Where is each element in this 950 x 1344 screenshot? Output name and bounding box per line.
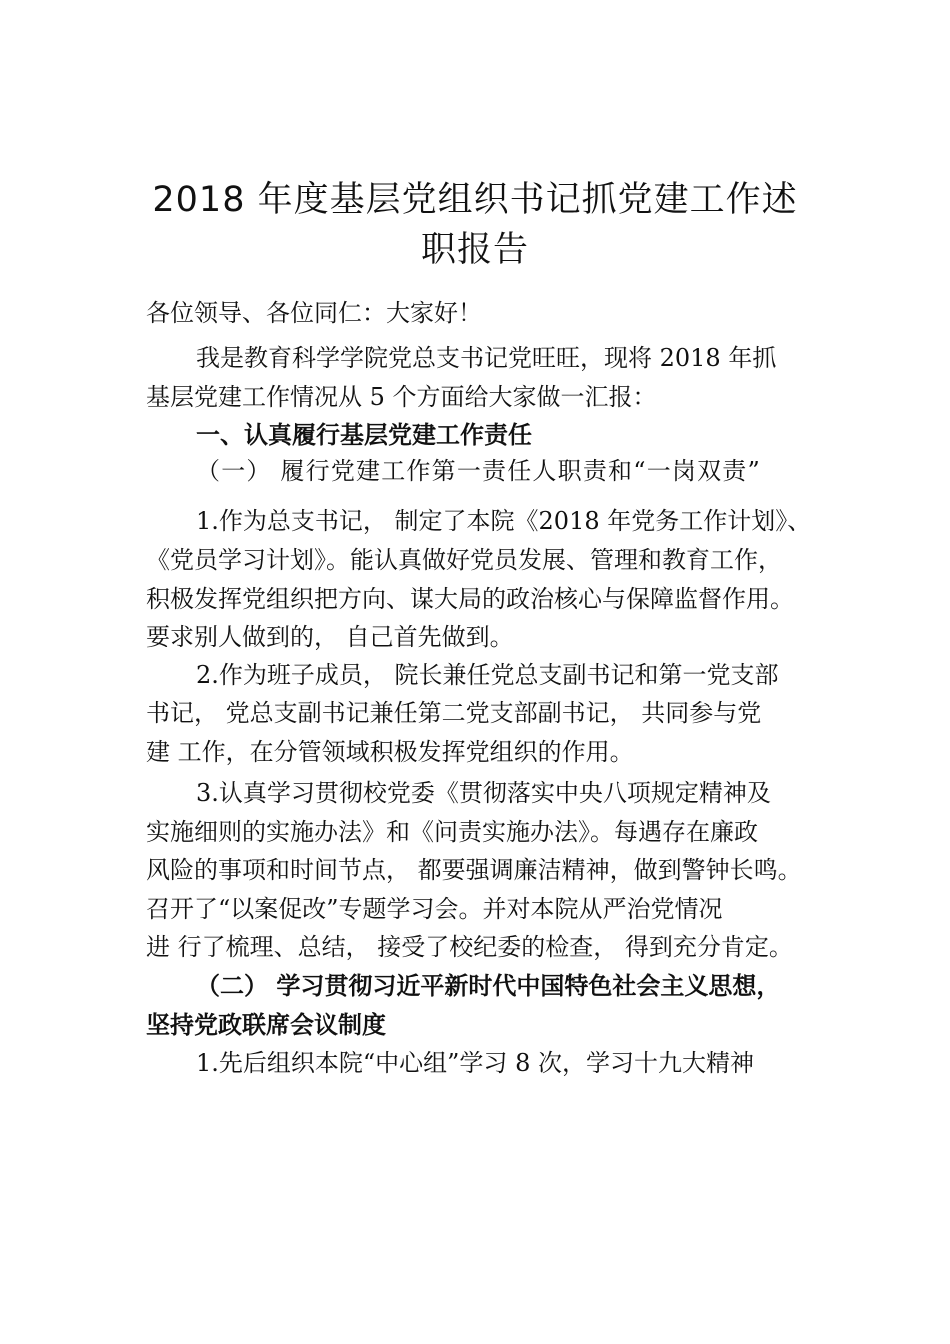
item-3-line-5: 进 行了梳理、总结， 接受了校纪委的检查， 得到充分肯定。 [146,933,793,961]
item-2-line-3: 建 工作，在分管领域积极发挥党组织的作用。 [146,738,634,766]
page-title-line-2: 职报告 [420,230,529,270]
subsection-heading-1: （一） 履行党建工作第一责任人职责和“一岗双责” [196,457,761,485]
item-1-line-3: 积极发挥党组织把方向、谋大局的政治核心与保障监督作用。 [146,585,794,613]
item-3-line-1: 3.认真学习贯彻校党委《贯彻落实中央八项规定精神及 [196,779,771,807]
greeting: 各位领导、各位同仁：大家好！ [146,299,482,327]
item-3-line-3: 风险的事项和时间节点， 都要强调廉洁精神，做到警钟长鸣。 [146,856,802,884]
item-3-line-2: 实施细则的实施办法》和《问责实施办法》。每遇存在廉政 [146,818,758,846]
item-2-line-2: 书记， 党总支副书记兼任第二党支部副书记， 共同参与党 [146,699,762,727]
page-title-line-1: 2018 年度基层党组织书记抓党建工作述 [152,180,798,220]
intro-line-1: 我是教育科学学院党总支书记党旺旺，现将 2018 年抓 [196,344,777,372]
item-1-line-2: 《党员学习计划》。能认真做好党员发展、管理和教育工作， [146,546,782,574]
item-1-line-4: 要求别人做到的， 自己首先做到。 [146,623,514,651]
item-2-line-1: 2.作为班子成员， 院长兼任党总支副书记和第一党支部 [196,661,779,689]
item-3-line-4: 召开了“以案促改”专题学习会。并对本院从严治党情况 [146,895,723,923]
item-1-line-1: 1.作为总支书记， 制定了本院《2018 年党务工作计划》、 [196,507,812,535]
subsection-heading-2-line-2: 坚持党政联席会议制度 [146,1010,386,1039]
item-4-line-1: 1.先后组织本院“中心组”学习 8 次，学习十九大精神 [196,1049,754,1077]
intro-line-2: 基层党建工作情况从 5 个方面给大家做一汇报： [146,383,657,411]
section-heading-1: 一、认真履行基层党建工作责任 [196,421,532,449]
subsection-heading-2-line-1: （二） 学习贯彻习近平新时代中国特色社会主义思想， [196,971,781,1000]
